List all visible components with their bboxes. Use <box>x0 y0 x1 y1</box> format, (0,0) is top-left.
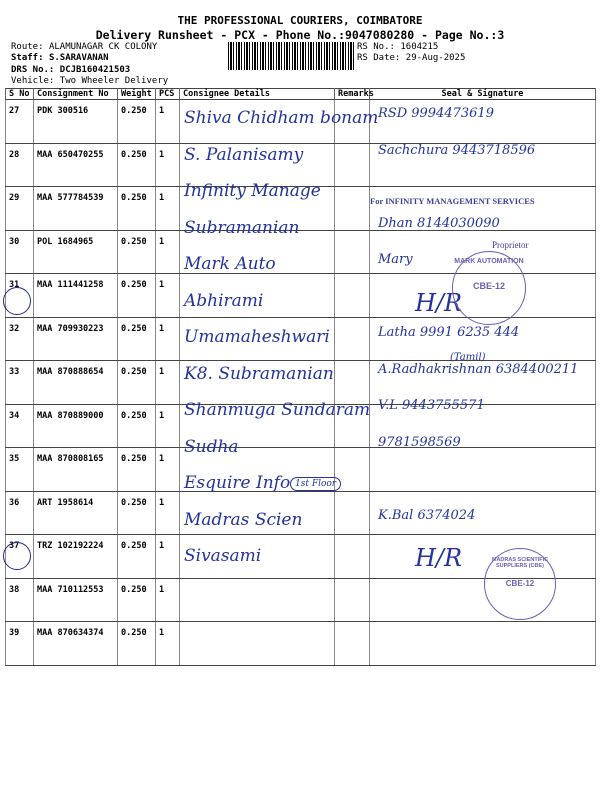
proprietor-stamp: Proprietor <box>492 240 529 250</box>
signature-handwriting: 9781598569 <box>378 434 461 450</box>
cell-consignment-no: POL 1684965 <box>34 230 118 274</box>
col-header-weight: Weight <box>118 89 156 100</box>
col-header-pcs: PCS <box>156 89 180 100</box>
signature-handwriting: A.Radhakrishnan 6384400211 <box>378 361 579 377</box>
cell-sno: 35 <box>6 448 34 492</box>
consignee-handwriting: Sudha <box>184 436 239 457</box>
cell-pcs: 1 <box>156 448 180 492</box>
cell-sno: 30 <box>6 230 34 274</box>
staff-value: S.SARAVANAN <box>48 53 109 63</box>
cell-weight: 0.250 <box>118 143 156 187</box>
cell-weight: 0.250 <box>118 578 156 622</box>
consignee-handwriting: S. Palanisamy <box>184 144 304 165</box>
cell-weight: 0.250 <box>118 317 156 361</box>
consignee-handwriting: Subramanian <box>184 217 300 238</box>
cell-pcs: 1 <box>156 491 180 535</box>
cell-consignment-no: MAA 710112553 <box>34 578 118 622</box>
rs-date-value: 29-Aug-2025 <box>405 53 466 63</box>
staff-line: Staff: S.SARAVANAN <box>11 53 109 63</box>
cell-sno: 33 <box>6 361 34 405</box>
route-line: Route: ALAMUNAGAR CK COLONY <box>11 42 158 52</box>
signature-handwriting: RSD 9994473619 <box>378 106 494 121</box>
cell-sno: 38 <box>6 578 34 622</box>
vehicle-line: Vehicle: Two Wheeler Delivery <box>11 76 169 86</box>
signature-handwriting: H/R <box>415 544 463 572</box>
infinity-stamp: For INFINITY MANAGEMENT SERVICES <box>370 196 535 206</box>
cell-consignment-no: MAA 870808165 <box>34 448 118 492</box>
cell-pcs: 1 <box>156 361 180 405</box>
cell-consignee <box>180 578 335 622</box>
signature-handwriting: Mary <box>378 252 413 267</box>
cell-weight: 0.250 <box>118 100 156 144</box>
consignee-handwriting: Infinity Manage <box>184 181 321 201</box>
vehicle-value: Two Wheeler Delivery <box>59 76 169 86</box>
cell-weight: 0.250 <box>118 448 156 492</box>
cell-remarks <box>335 622 370 666</box>
cell-weight: 0.250 <box>118 404 156 448</box>
barcode-image <box>228 42 354 70</box>
cell-seal-signature <box>370 578 596 622</box>
drs-line: DRS No.: DCJB160421503 <box>11 65 131 75</box>
cell-sno: 29 <box>6 187 34 231</box>
cell-remarks <box>335 274 370 318</box>
cell-sno: 32 <box>6 317 34 361</box>
rs-date-line: RS Date: 29-Aug-2025 <box>357 53 466 63</box>
table-header-row <box>6 89 596 100</box>
table-row <box>6 622 596 666</box>
cell-pcs: 1 <box>156 274 180 318</box>
cell-pcs: 1 <box>156 404 180 448</box>
tamil-note: (Tamil) <box>450 352 486 363</box>
sno-circle-mark <box>3 542 31 570</box>
company-title: THE PROFESSIONAL COURIERS, COIMBATORE <box>177 14 423 27</box>
consignee-handwriting: K8. Subramanian <box>184 363 334 384</box>
cell-sno: 39 <box>6 622 34 666</box>
col-header-sno: S No <box>6 89 34 100</box>
rs-no-line: RS No.: 1604215 <box>357 42 439 52</box>
consignee-handwriting: Sivasami <box>184 546 262 566</box>
cell-weight: 0.250 <box>118 230 156 274</box>
col-header-seal: Seal & Signature <box>370 89 596 100</box>
drs-value: DCJB160421503 <box>59 65 131 75</box>
consignee-handwriting: Mark Auto <box>184 254 276 274</box>
cell-weight: 0.250 <box>118 274 156 318</box>
cell-pcs: 1 <box>156 317 180 361</box>
cell-pcs: 1 <box>156 622 180 666</box>
consignee-handwriting: Esquire Info <box>184 473 291 493</box>
cell-seal-signature <box>370 535 596 579</box>
rs-no-value: 1604215 <box>400 42 439 52</box>
route-value: ALAMUNAGAR CK COLONY <box>48 42 158 52</box>
cell-remarks <box>335 317 370 361</box>
cell-consignment-no: TRZ 102192224 <box>34 535 118 579</box>
cell-remarks <box>335 535 370 579</box>
runsheet-subtitle: Delivery Runsheet - PCX - Phone No.:9047080280 - Page No.:3 <box>95 28 505 42</box>
cell-consignment-no: MAA 870634374 <box>34 622 118 666</box>
cell-weight: 0.250 <box>118 361 156 405</box>
cell-pcs: 1 <box>156 100 180 144</box>
cell-pcs: 1 <box>156 143 180 187</box>
consignee-handwriting: Madras Scien <box>184 509 303 530</box>
signature-handwriting: H/R <box>415 288 463 317</box>
signature-handwriting: Dhan 8144030090 <box>378 215 500 231</box>
cell-consignment-no: MAA 870889000 <box>34 404 118 448</box>
mark-automation-seal: MARK AUTOMATION CBE-12 <box>452 251 526 325</box>
cell-pcs: 1 <box>156 230 180 274</box>
cell-sno: 31 <box>6 274 34 318</box>
cell-sno: 27 <box>6 100 34 144</box>
cell-pcs: 1 <box>156 187 180 231</box>
cell-remarks <box>335 361 370 405</box>
signature-handwriting: V.L 9443755571 <box>378 398 485 413</box>
sudha-note: 1st Floor <box>290 477 341 491</box>
cell-pcs: 1 <box>156 535 180 579</box>
signature-handwriting: Latha 9991 6235 444 <box>378 325 520 340</box>
cell-consignment-no: MAA 870888654 <box>34 361 118 405</box>
signature-handwriting: K.Bal 6374024 <box>378 507 476 523</box>
cell-remarks <box>335 578 370 622</box>
cell-remarks <box>335 187 370 231</box>
sno-circle-mark <box>3 287 31 315</box>
cell-weight: 0.250 <box>118 187 156 231</box>
scientific-suppliers-seal: MADRAS SCIENTIFIC SUPPLIERS (CBE) CBE-12 <box>484 548 556 620</box>
cell-consignee <box>180 622 335 666</box>
cell-remarks <box>335 230 370 274</box>
signature-handwriting: Sachchura 9443718596 <box>378 142 536 158</box>
col-header-remarks: Remarks <box>335 89 370 100</box>
cell-sno: 37 <box>6 535 34 579</box>
consignee-handwriting: Abhirami <box>184 290 264 311</box>
cell-remarks <box>335 143 370 187</box>
cell-weight: 0.250 <box>118 491 156 535</box>
cell-consignment-no: MAA 577784539 <box>34 187 118 231</box>
consignee-handwriting: Shanmuga Sundaram <box>184 400 371 420</box>
cell-consignment-no: MAA 709930223 <box>34 317 118 361</box>
cell-seal-signature <box>370 448 596 492</box>
col-header-consignment: Consignment No <box>34 89 118 100</box>
cell-remarks <box>335 491 370 535</box>
cell-consignment-no: ART 1958614 <box>34 491 118 535</box>
cell-sno: 34 <box>6 404 34 448</box>
cell-sno: 28 <box>6 143 34 187</box>
consignee-handwriting: Shiva Chidham bonam <box>184 108 379 128</box>
cell-seal-signature <box>370 622 596 666</box>
cell-consignment-no: PDK 300516 <box>34 100 118 144</box>
cell-weight: 0.250 <box>118 622 156 666</box>
consignee-handwriting: Umamaheshwari <box>184 327 330 347</box>
cell-consignment-no: MAA 650470255 <box>34 143 118 187</box>
col-header-consignee: Consignee Details <box>180 89 335 100</box>
cell-consignment-no: MAA 111441258 <box>34 274 118 318</box>
cell-pcs: 1 <box>156 578 180 622</box>
cell-weight: 0.250 <box>118 535 156 579</box>
cell-sno: 36 <box>6 491 34 535</box>
